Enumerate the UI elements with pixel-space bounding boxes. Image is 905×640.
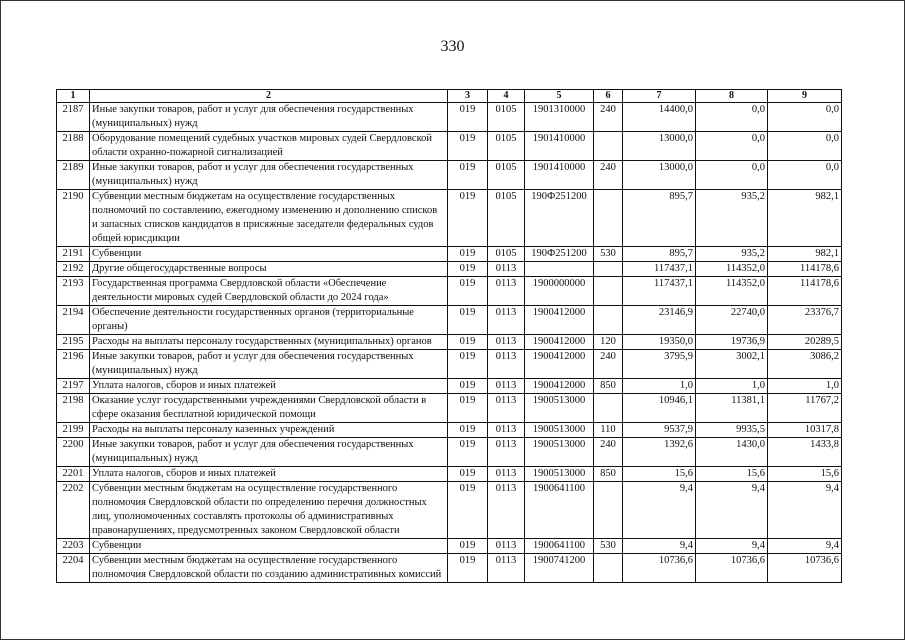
row-amount-year3: 1433,8 bbox=[768, 438, 842, 467]
row-section-code: 0113 bbox=[488, 482, 525, 539]
row-ministry-code: 019 bbox=[448, 262, 488, 277]
page-number: 330 bbox=[440, 38, 465, 55]
row-amount-year1: 13000,0 bbox=[623, 161, 696, 190]
row-expense-type bbox=[594, 262, 623, 277]
row-section-code: 0113 bbox=[488, 554, 525, 583]
table-body bbox=[57, 103, 842, 583]
row-expense-type: 530 bbox=[594, 539, 623, 554]
row-name: Субвенции местным бюджетам на осуществление государственного полномочия Свердловской области по определению перечня должностных лиц, уполномоченных составлять протоколы об административных правонарушениях, предусмотренных законом Свердловской области bbox=[90, 482, 448, 539]
row-amount-year1: 9,4 bbox=[623, 482, 696, 539]
row-amount-year2: 1430,0 bbox=[696, 438, 768, 467]
row-expense-type: 850 bbox=[594, 467, 623, 482]
row-amount-year1: 3795,9 bbox=[623, 350, 696, 379]
row-section-code: 0113 bbox=[488, 379, 525, 394]
row-ministry-code: 019 bbox=[448, 379, 488, 394]
row-target-code: 1900641100 bbox=[525, 539, 594, 554]
table-row bbox=[57, 482, 842, 539]
row-target-code: 1900513000 bbox=[525, 394, 594, 423]
row-amount-year2: 9,4 bbox=[696, 482, 768, 539]
table-row bbox=[57, 103, 842, 132]
row-expense-type: 240 bbox=[594, 350, 623, 379]
row-ministry-code: 019 bbox=[448, 394, 488, 423]
row-section-code: 0113 bbox=[488, 438, 525, 467]
row-name: Оборудование помещений судебных участков мировых судей Свердловской области охранно-пожарной сигнализацией bbox=[90, 132, 448, 161]
row-amount-year3: 11767,2 bbox=[768, 394, 842, 423]
row-ministry-code: 019 bbox=[448, 190, 488, 247]
row-number: 2189 bbox=[57, 161, 90, 190]
row-name: Расходы на выплаты персоналу казенных учреждений bbox=[90, 423, 448, 438]
row-name: Субвенции местным бюджетам на осуществление государственных полномочий по составлению, ежегодному изменению и дополнению списков и запасных списков кандидатов в присяжные заседатели федеральных судов общей юрисдикции bbox=[90, 190, 448, 247]
row-expense-type: 240 bbox=[594, 103, 623, 132]
row-number: 2195 bbox=[57, 335, 90, 350]
row-amount-year2: 114352,0 bbox=[696, 277, 768, 306]
row-number: 2202 bbox=[57, 482, 90, 539]
column-header-9: 9 bbox=[768, 90, 842, 103]
row-amount-year2: 935,2 bbox=[696, 190, 768, 247]
row-amount-year2: 22740,0 bbox=[696, 306, 768, 335]
column-header-8: 8 bbox=[696, 90, 768, 103]
row-section-code: 0105 bbox=[488, 161, 525, 190]
table-row bbox=[57, 467, 842, 482]
row-number: 2198 bbox=[57, 394, 90, 423]
row-name: Субвенции bbox=[90, 539, 448, 554]
row-name: Иные закупки товаров, работ и услуг для обеспечения государственных (муниципальных) нужд bbox=[90, 438, 448, 467]
table-row bbox=[57, 190, 842, 247]
row-amount-year1: 117437,1 bbox=[623, 277, 696, 306]
row-target-code: 1900412000 bbox=[525, 379, 594, 394]
row-name: Другие общегосударственные вопросы bbox=[90, 262, 448, 277]
row-number: 2190 bbox=[57, 190, 90, 247]
row-amount-year2: 0,0 bbox=[696, 132, 768, 161]
table-row bbox=[57, 394, 842, 423]
row-name: Расходы на выплаты персоналу государственных (муниципальных) органов bbox=[90, 335, 448, 350]
row-target-code: 1900741200 bbox=[525, 554, 594, 583]
row-amount-year3: 0,0 bbox=[768, 161, 842, 190]
row-target-code: 1900412000 bbox=[525, 335, 594, 350]
row-target-code: 190Ф251200 bbox=[525, 247, 594, 262]
row-ministry-code: 019 bbox=[448, 554, 488, 583]
row-amount-year1: 1,0 bbox=[623, 379, 696, 394]
row-section-code: 0105 bbox=[488, 132, 525, 161]
row-expense-type: 120 bbox=[594, 335, 623, 350]
row-amount-year2: 0,0 bbox=[696, 161, 768, 190]
row-target-code: 1900513000 bbox=[525, 438, 594, 467]
column-header-1: 1 bbox=[57, 90, 90, 103]
row-ministry-code: 019 bbox=[448, 350, 488, 379]
row-amount-year1: 13000,0 bbox=[623, 132, 696, 161]
row-amount-year3: 982,1 bbox=[768, 247, 842, 262]
row-amount-year3: 15,6 bbox=[768, 467, 842, 482]
row-number: 2192 bbox=[57, 262, 90, 277]
row-number: 2199 bbox=[57, 423, 90, 438]
row-name: Оказание услуг государственными учреждениями Свердловской области в сфере оказания бесплатной юридической помощи bbox=[90, 394, 448, 423]
table-row bbox=[57, 423, 842, 438]
row-number: 2203 bbox=[57, 539, 90, 554]
row-amount-year2: 935,2 bbox=[696, 247, 768, 262]
row-ministry-code: 019 bbox=[448, 438, 488, 467]
row-ministry-code: 019 bbox=[448, 132, 488, 161]
table-row bbox=[57, 554, 842, 583]
column-header-5: 5 bbox=[525, 90, 594, 103]
row-amount-year1: 19350,0 bbox=[623, 335, 696, 350]
column-header-3: 3 bbox=[448, 90, 488, 103]
table-row bbox=[57, 262, 842, 277]
row-number: 2193 bbox=[57, 277, 90, 306]
row-ministry-code: 019 bbox=[448, 161, 488, 190]
table-row bbox=[57, 438, 842, 467]
row-amount-year3: 982,1 bbox=[768, 190, 842, 247]
row-section-code: 0113 bbox=[488, 262, 525, 277]
row-amount-year2: 1,0 bbox=[696, 379, 768, 394]
row-number: 2197 bbox=[57, 379, 90, 394]
row-amount-year2: 0,0 bbox=[696, 103, 768, 132]
row-target-code: 1900513000 bbox=[525, 423, 594, 438]
row-amount-year3: 9,4 bbox=[768, 539, 842, 554]
row-name: Государственная программа Свердловской области «Обеспечение деятельности мировых судей Свердловской области до 2024 года» bbox=[90, 277, 448, 306]
row-amount-year3: 3086,2 bbox=[768, 350, 842, 379]
row-amount-year3: 114178,6 bbox=[768, 277, 842, 306]
row-target-code: 1900412000 bbox=[525, 306, 594, 335]
row-amount-year1: 117437,1 bbox=[623, 262, 696, 277]
row-name: Иные закупки товаров, работ и услуг для обеспечения государственных (муниципальных) нужд bbox=[90, 350, 448, 379]
row-section-code: 0105 bbox=[488, 247, 525, 262]
row-name: Обеспечение деятельности государственных органов (территориальные органы) bbox=[90, 306, 448, 335]
row-target-code: 1901310000 bbox=[525, 103, 594, 132]
row-expense-type: 850 bbox=[594, 379, 623, 394]
row-expense-type bbox=[594, 554, 623, 583]
table-row bbox=[57, 335, 842, 350]
table-row bbox=[57, 247, 842, 262]
row-ministry-code: 019 bbox=[448, 335, 488, 350]
row-target-code bbox=[525, 262, 594, 277]
row-number: 2200 bbox=[57, 438, 90, 467]
row-expense-type bbox=[594, 132, 623, 161]
row-section-code: 0113 bbox=[488, 277, 525, 306]
row-amount-year1: 15,6 bbox=[623, 467, 696, 482]
row-name: Уплата налогов, сборов и иных платежей bbox=[90, 467, 448, 482]
row-name: Уплата налогов, сборов и иных платежей bbox=[90, 379, 448, 394]
row-number: 2187 bbox=[57, 103, 90, 132]
row-section-code: 0105 bbox=[488, 190, 525, 247]
row-amount-year3: 10736,6 bbox=[768, 554, 842, 583]
row-ministry-code: 019 bbox=[448, 482, 488, 539]
row-amount-year3: 0,0 bbox=[768, 132, 842, 161]
row-ministry-code: 019 bbox=[448, 277, 488, 306]
row-target-code: 1901410000 bbox=[525, 132, 594, 161]
row-expense-type bbox=[594, 190, 623, 247]
row-name: Субвенции местным бюджетам на осуществление государственного полномочия Свердловской области по созданию административных комиссий bbox=[90, 554, 448, 583]
row-amount-year1: 10736,6 bbox=[623, 554, 696, 583]
row-section-code: 0113 bbox=[488, 539, 525, 554]
row-amount-year3: 20289,5 bbox=[768, 335, 842, 350]
row-amount-year1: 14400,0 bbox=[623, 103, 696, 132]
row-ministry-code: 019 bbox=[448, 306, 488, 335]
row-target-code: 1900641100 bbox=[525, 482, 594, 539]
row-ministry-code: 019 bbox=[448, 247, 488, 262]
row-amount-year1: 895,7 bbox=[623, 247, 696, 262]
row-amount-year1: 9,4 bbox=[623, 539, 696, 554]
row-section-code: 0113 bbox=[488, 467, 525, 482]
row-section-code: 0113 bbox=[488, 306, 525, 335]
row-amount-year3: 0,0 bbox=[768, 103, 842, 132]
row-expense-type bbox=[594, 482, 623, 539]
row-expense-type bbox=[594, 394, 623, 423]
row-section-code: 0113 bbox=[488, 350, 525, 379]
row-target-code: 1900412000 bbox=[525, 350, 594, 379]
row-amount-year2: 11381,1 bbox=[696, 394, 768, 423]
column-header-4: 4 bbox=[488, 90, 525, 103]
row-number: 2201 bbox=[57, 467, 90, 482]
row-section-code: 0113 bbox=[488, 335, 525, 350]
table-row bbox=[57, 277, 842, 306]
row-name: Иные закупки товаров, работ и услуг для обеспечения государственных (муниципальных) нужд bbox=[90, 161, 448, 190]
row-ministry-code: 019 bbox=[448, 539, 488, 554]
column-header-6: 6 bbox=[594, 90, 623, 103]
row-section-code: 0113 bbox=[488, 423, 525, 438]
row-ministry-code: 019 bbox=[448, 423, 488, 438]
row-ministry-code: 019 bbox=[448, 467, 488, 482]
table-row bbox=[57, 306, 842, 335]
row-amount-year3: 9,4 bbox=[768, 482, 842, 539]
row-target-code: 190Ф251200 bbox=[525, 190, 594, 247]
row-amount-year2: 3002,1 bbox=[696, 350, 768, 379]
budget-table bbox=[56, 89, 842, 583]
row-amount-year2: 19736,9 bbox=[696, 335, 768, 350]
column-header-2: 2 bbox=[90, 90, 448, 103]
row-amount-year2: 15,6 bbox=[696, 467, 768, 482]
row-expense-type bbox=[594, 306, 623, 335]
row-section-code: 0105 bbox=[488, 103, 525, 132]
row-amount-year2: 114352,0 bbox=[696, 262, 768, 277]
row-amount-year2: 9935,5 bbox=[696, 423, 768, 438]
table-row bbox=[57, 379, 842, 394]
row-expense-type: 240 bbox=[594, 438, 623, 467]
table-row bbox=[57, 539, 842, 554]
row-amount-year1: 1392,6 bbox=[623, 438, 696, 467]
table-header-row bbox=[57, 90, 842, 103]
row-amount-year2: 10736,6 bbox=[696, 554, 768, 583]
row-target-code: 1901410000 bbox=[525, 161, 594, 190]
table-row bbox=[57, 350, 842, 379]
row-number: 2188 bbox=[57, 132, 90, 161]
row-amount-year1: 895,7 bbox=[623, 190, 696, 247]
row-amount-year3: 114178,6 bbox=[768, 262, 842, 277]
row-name: Иные закупки товаров, работ и услуг для обеспечения государственных (муниципальных) нужд bbox=[90, 103, 448, 132]
row-number: 2204 bbox=[57, 554, 90, 583]
row-ministry-code: 019 bbox=[448, 103, 488, 132]
row-expense-type bbox=[594, 277, 623, 306]
row-expense-type: 530 bbox=[594, 247, 623, 262]
row-amount-year2: 9,4 bbox=[696, 539, 768, 554]
table-row bbox=[57, 161, 842, 190]
table-row bbox=[57, 132, 842, 161]
column-header-7: 7 bbox=[623, 90, 696, 103]
row-amount-year3: 23376,7 bbox=[768, 306, 842, 335]
row-amount-year1: 10946,1 bbox=[623, 394, 696, 423]
row-number: 2194 bbox=[57, 306, 90, 335]
row-number: 2191 bbox=[57, 247, 90, 262]
row-target-code: 1900000000 bbox=[525, 277, 594, 306]
row-number: 2196 bbox=[57, 350, 90, 379]
row-section-code: 0113 bbox=[488, 394, 525, 423]
row-expense-type: 240 bbox=[594, 161, 623, 190]
row-amount-year3: 10317,8 bbox=[768, 423, 842, 438]
row-amount-year1: 23146,9 bbox=[623, 306, 696, 335]
row-expense-type: 110 bbox=[594, 423, 623, 438]
row-name: Субвенции bbox=[90, 247, 448, 262]
row-target-code: 1900513000 bbox=[525, 467, 594, 482]
row-amount-year3: 1,0 bbox=[768, 379, 842, 394]
row-amount-year1: 9537,9 bbox=[623, 423, 696, 438]
